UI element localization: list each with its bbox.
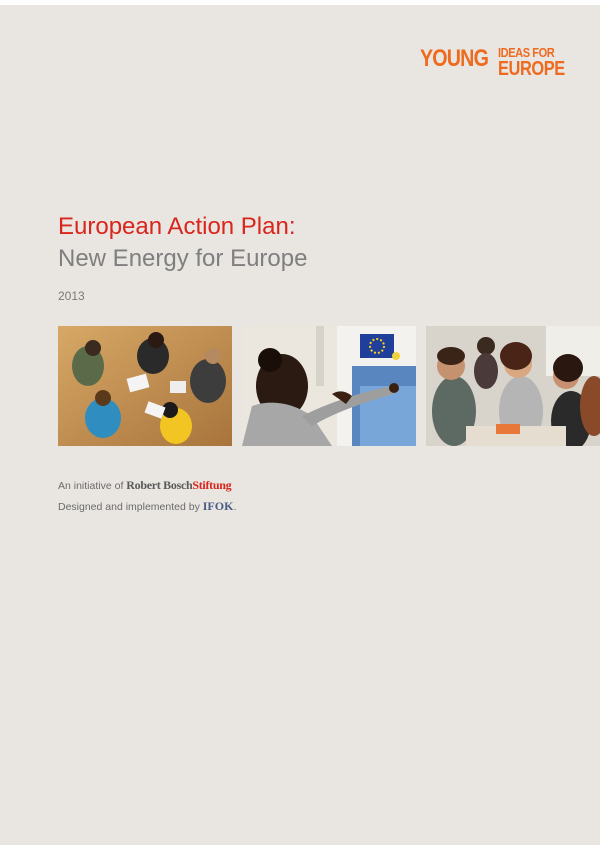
design-credit <box>58 499 236 514</box>
document-year: 2013 <box>58 289 85 303</box>
initiative-prefix: An initiative of <box>58 480 124 492</box>
stiftung-logo-text: Stiftung <box>192 478 232 492</box>
group-discussion-photo <box>58 326 232 446</box>
robert-bosch-logo-text: Robert Bosch <box>126 478 193 492</box>
document-subtitle: New Energy for Europe <box>58 245 308 272</box>
logo-europe-text: EUROPE <box>498 58 565 80</box>
student-writing-on-board-photo <box>242 326 416 446</box>
initiative-credit <box>58 478 231 493</box>
design-prefix: Designed and implemented by <box>58 501 200 513</box>
young-ideas-for-europe-logo <box>420 43 570 83</box>
logo-ideas-for-text: IDEAS FOR <box>498 45 555 60</box>
students-at-table-photo <box>426 326 600 446</box>
document-title: European Action Plan: <box>58 213 296 240</box>
ifok-logo-text: IFOK <box>202 499 234 513</box>
design-suffix: . <box>233 501 237 513</box>
logo-young-text: YOUNG <box>420 45 489 72</box>
cover-page <box>0 5 600 845</box>
